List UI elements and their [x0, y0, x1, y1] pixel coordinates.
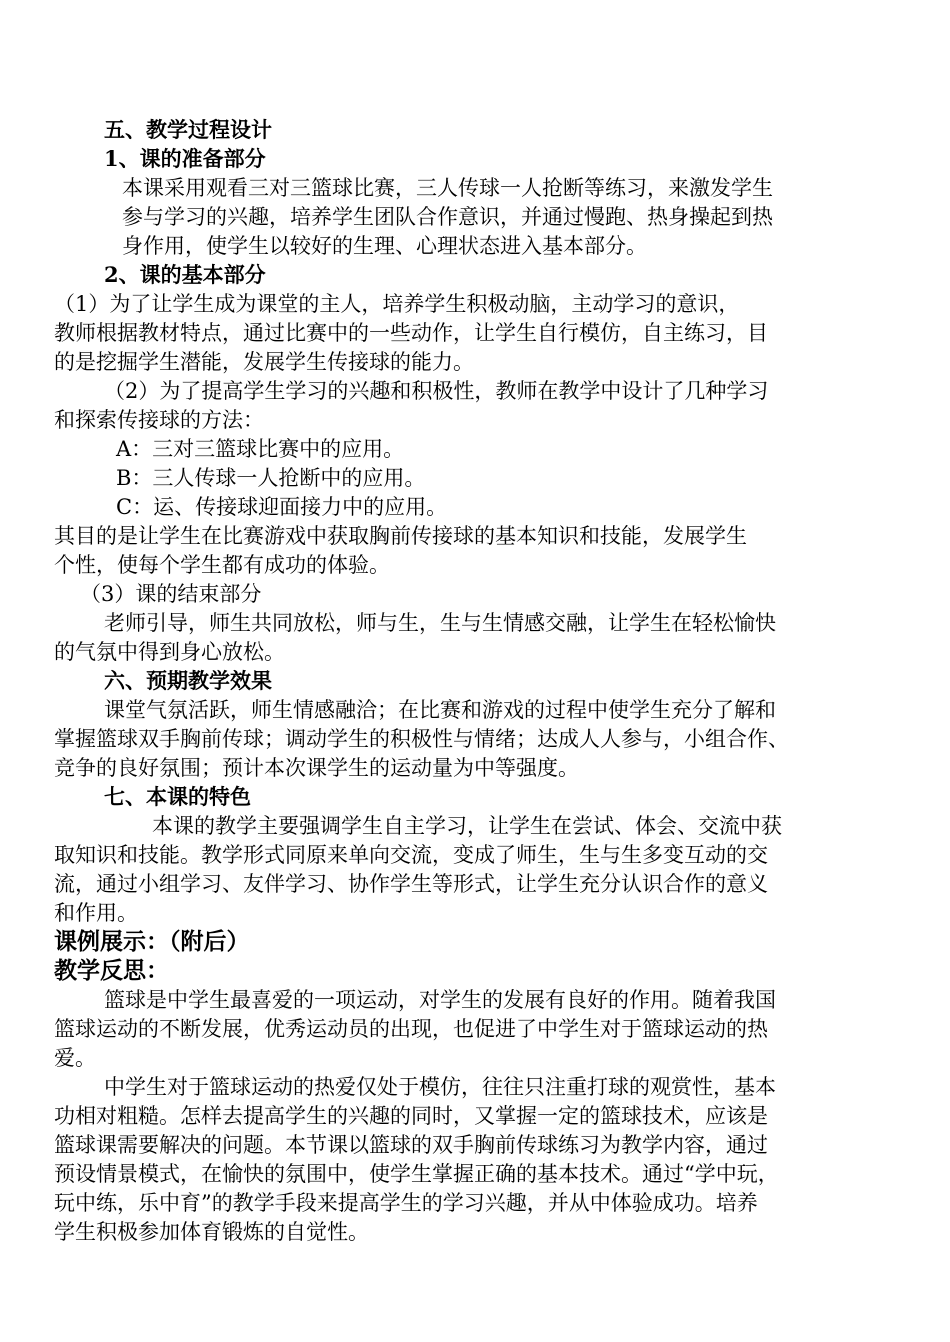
paragraph-line: 篮球运动的不断发展，优秀运动员的出现，也促进了中学生对于篮球运动的热 [54, 1017, 768, 1041]
paragraph-line: 功相对粗糙。怎样去提高学生的兴趣的同时，又掌握一定的篮球技术，应该是 [54, 1104, 768, 1128]
section-heading-7: 七、本课的特色 [104, 784, 251, 809]
paragraph-line: 预设情景模式，在愉快的氛围中，使学生掌握正确的基本技术。通过“学中玩， [54, 1162, 779, 1186]
paragraph-line: 的是挖掘学生潜能，发展学生传接球的能力。 [54, 350, 474, 374]
list-item-a: A：三对三篮球比赛中的应用。 [116, 437, 405, 461]
paragraph-line: 本课采用观看三对三篮球比赛，三人传球一人抢断等练习，来激发学生 [122, 176, 773, 200]
paragraph-line: 玩中练，乐中育”的教学手段来提高学生的学习兴趣，并从中体验成功。培养 [54, 1191, 758, 1215]
subheading-prep: 1、课的准备部分 [104, 146, 266, 171]
paragraph-line: 爱。 [54, 1046, 96, 1070]
teaching-reflection-heading: 教学反思： [54, 957, 169, 984]
paragraph-line: 老师引导，师生共同放松，师与生，生与生情感交融，让学生在轻松愉快 [104, 611, 776, 635]
paragraph-line: 参与学习的兴趣，培养学生团队合作意识，并通过慢跑、热身操起到热 [122, 205, 773, 229]
paragraph-line: 竞争的良好氛围；预计本次课学生的运动量为中等强度。 [54, 756, 579, 780]
paragraph-line: 掌握篮球双手胸前传球；调动学生的积极性与情绪；达成人人参与，小组合作、 [54, 727, 789, 751]
paragraph-line: 其目的是让学生在比赛游戏中获取胸前传接球的基本知识和技能，发展学生 [54, 524, 747, 548]
paragraph-line: 和探索传接球的方法： [54, 408, 264, 432]
paragraph-line: 的气氛中得到身心放松。 [54, 640, 285, 664]
paragraph-line: 身作用，使学生以较好的生理、心理状态进入基本部分。 [122, 234, 647, 258]
paragraph-line: 流，通过小组学习、友伴学习、协作学生等形式，让学生充分认识合作的意义 [54, 872, 768, 896]
paragraph-line: 课堂气氛活跃，师生情感融洽；在比赛和游戏的过程中使学生充分了解和 [104, 698, 776, 722]
list-item-b: B：三人传球一人抢断中的应用。 [116, 466, 426, 490]
paragraph-line: 本课的教学主要强调学生自主学习，让学生在尝试、体会、交流中获 [152, 814, 782, 838]
paragraph-line: 中学生对于篮球运动的热爱仅处于模仿，往往只注重打球的观赏性，基本 [104, 1075, 776, 1099]
paragraph-line: （1）为了让学生成为课堂的主人，培养学生积极动脑，主动学习的意识， [54, 292, 740, 316]
paragraph-line: （2）为了提高学生学习的兴趣和积极性，教师在教学中设计了几种学习 [104, 379, 769, 403]
paragraph-line: 个性，使每个学生都有成功的体验。 [54, 553, 390, 577]
subheading-basic: 2、课的基本部分 [104, 262, 266, 287]
section-heading-5: 五、教学过程设计 [104, 117, 272, 142]
paragraph-line: 教师根据教材特点，通过比赛中的一些动作，让学生自行模仿，自主练习，目 [54, 321, 768, 345]
case-display-heading: 课例展示：（附后） [54, 928, 250, 955]
section-heading-6: 六、预期教学效果 [104, 668, 272, 693]
paragraph-line: 和作用。 [54, 901, 138, 925]
subheading-end: （3）课的结束部分 [80, 582, 262, 606]
paragraph-line: 篮球课需要解决的问题。本节课以篮球的双手胸前传球练习为教学内容，通过 [54, 1133, 768, 1157]
paragraph-line: 学生积极参加体育锻炼的自觉性。 [54, 1220, 369, 1244]
paragraph-line: 篮球是中学生最喜爱的一项运动，对学生的发展有良好的作用。随着我国 [104, 988, 776, 1012]
list-item-c: C：运、传接球迎面接力中的应用。 [116, 495, 448, 519]
paragraph-line: 取知识和技能。教学形式同原来单向交流，变成了师生，生与生多变互动的交 [54, 843, 768, 867]
